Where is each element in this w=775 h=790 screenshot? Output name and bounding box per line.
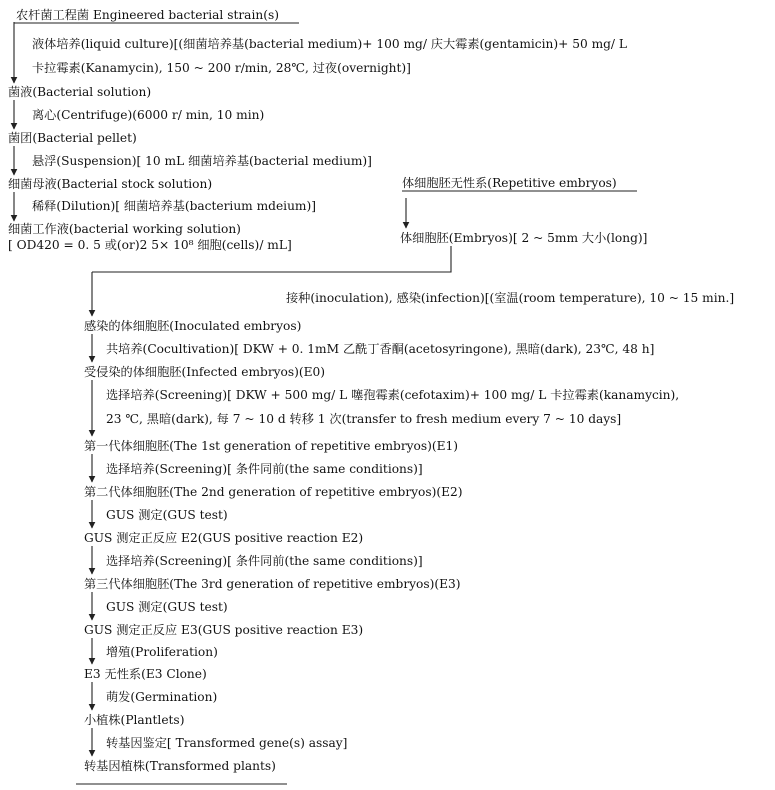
node-e1: 第一代体细胞胚(The 1st generation of repetitive embryos)(E1) [84,439,459,453]
node-infected-embryos: 受侵染的体细胞胚(Infected embryos)(E0) [84,365,326,379]
node-working-solution: 细菌工作液(bacterial working solution) [8,222,241,236]
step-gene-assay: 转基因鉴定[ Transformed gene(s) assay] [106,736,348,750]
node-embryos: 体细胞胚(Embryos)[ 2 ~ 5mm 大小(long)] [400,231,648,245]
node-repetitive-embryos-system: 体细胞胚无性系(Repetitive embryos) [402,176,617,190]
node-e3: 第三代体细胞胚(The 3rd generation of repetitive embryos)(E3) [84,577,461,591]
working-solution-od: [ OD420 = 0. 5 或(or)2 5× 10⁸ 细胞(cells)/ mL] [8,238,292,252]
step-liquid-culture-line2: 卡拉霉素(Kanamycin), 150 ~ 200 r/min, 28℃, 过夜(overnight)] [32,61,411,75]
step-liquid-culture-line1: 液体培养(liquid culture)[(细菌培养基(bacterial medium)+ 100 mg/ 庆大霉素(gentamicin)+ 50 mg/ L [32,37,628,51]
step-inoculation: 接种(inoculation), 感染(infection)[(室温(room temperature), 10 ~ 15 min.] [286,291,735,305]
node-strain: 农杆菌工程菌 Engineered bacterial strain(s) [16,8,279,22]
node-e3-clone: E3 无性系(E3 Clone) [84,667,207,681]
node-e2: 第二代体细胞胚(The 2nd generation of repetitive embryos)(E2) [84,485,463,499]
node-transformed-plants: 转基因植株(Transformed plants) [84,759,276,773]
step-cocultivation: 共培养(Cocultivation)[ DKW + 0. 1mM 乙酰丁香酮(acetosyringone), 黑暗(dark), 23℃, 48 h] [106,342,655,356]
step-proliferation: 增殖(Proliferation) [106,645,218,659]
node-gus-positive-e2: GUS 测定正反应 E2(GUS positive reaction E2) [84,531,364,545]
step-gus-test-2: GUS 测定(GUS test) [106,600,228,614]
step-suspension: 悬浮(Suspension)[ 10 mL 细菌培养基(bacterial medium)] [32,154,372,168]
node-inoculated-embryos: 感染的体细胞胚(Inoculated embryos) [84,319,302,333]
step-centrifuge: 离心(Centrifuge)(6000 r/ min, 10 min) [32,108,265,122]
step-screening-line2: 23 ℃, 黑暗(dark), 每 7 ~ 10 d 转移 1 次(transfer to fresh medium every 7 ~ 10 days] [106,412,622,426]
step-screening-line1: 选择培养(Screening)[ DKW + 500 mg/ L 噻孢霉素(cefotaxim)+ 100 mg/ L 卡拉霉素(kanamycin), [106,388,680,402]
step-dilution: 稀释(Dilution)[ 细菌培养基(bacterium mdeium)] [32,199,316,213]
node-plantlets: 小植株(Plantlets) [84,713,185,727]
step-screening-same-1: 选择培养(Screening)[ 条件同前(the same conditions)] [106,462,423,476]
step-germination: 萌发(Germination) [106,690,218,704]
node-bacterial-pellet: 菌团(Bacterial pellet) [8,131,137,145]
node-stock-solution: 细菌母液(Bacterial stock solution) [8,177,213,191]
node-gus-positive-e3: GUS 测定正反应 E3(GUS positive reaction E3) [84,623,364,637]
step-screening-same-2: 选择培养(Screening)[ 条件同前(the same conditions)] [106,554,423,568]
node-bacterial-solution: 菌液(Bacterial solution) [8,85,152,99]
step-gus-test-1: GUS 测定(GUS test) [106,508,228,522]
